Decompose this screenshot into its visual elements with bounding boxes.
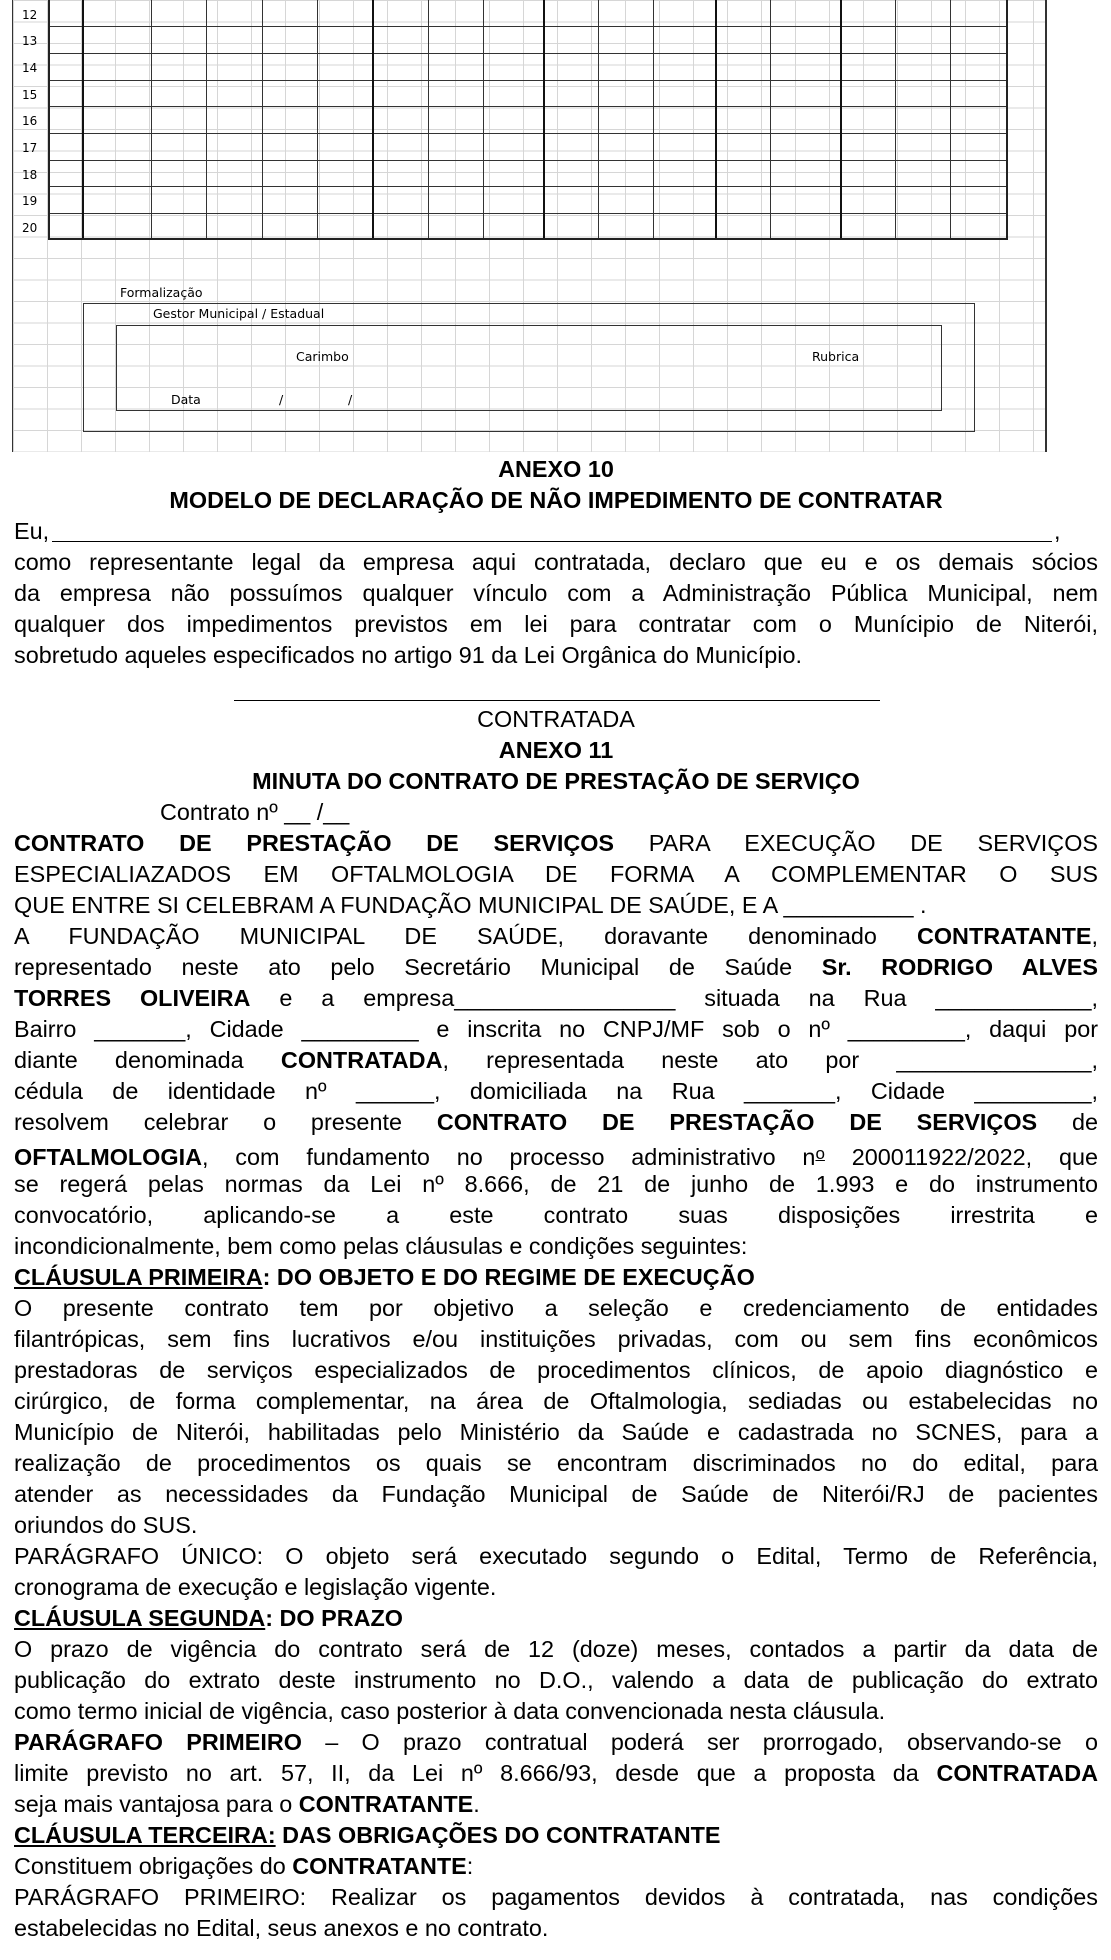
row-number: 19 bbox=[22, 194, 38, 208]
clause-1-line: Município de Niterói, habilitadas pelo Ministério da Saúde e cadastrada no SCNES, para a bbox=[14, 1419, 1098, 1445]
paragrafo-unico-line: cronograma de execução e legislação vigente. bbox=[14, 1574, 497, 1600]
anexo10-subtitle: MODELO DE DECLARAÇÃO DE NÃO IMPEDIMENTO DE CONTRATAR bbox=[169, 487, 943, 513]
declaration-line: como representante legal da empresa aqui contratada, declaro que eu e os demais sócios bbox=[14, 549, 1098, 575]
preamble-line: Bairro _______, Cidade _________ e inscrita no CNPJ/MF sob o nº _________, daqui por bbox=[14, 1016, 1098, 1042]
eu-label: Eu, bbox=[14, 518, 50, 544]
clause-3-line: PARÁGRAFO PRIMEIRO: Realizar os pagamentos devidos à contratada, nas condições bbox=[14, 1884, 1098, 1910]
gestor-label: Gestor Municipal / Estadual bbox=[153, 306, 325, 321]
anexo11-title: ANEXO 11 bbox=[498, 737, 614, 763]
declaration-name-line bbox=[14, 516, 1098, 547]
preamble-line: resolvem celebrar o presente CONTRATO DE PRESTAÇÃO DE SERVIÇOS de bbox=[14, 1109, 1098, 1135]
preamble-line: incondicionalmente, bem como pelas cláusulas e condições seguintes: bbox=[14, 1233, 748, 1259]
clause-2-heading: CLÁUSULA SEGUNDA: DO PRAZO bbox=[14, 1605, 403, 1631]
declaration-line: sobretudo aqueles especificados no artigo 91 da Lei Orgânica do Município. bbox=[14, 642, 802, 668]
contract-header-line: CONTRATO DE PRESTAÇÃO DE SERVIÇOS PARA EXECUÇÃO DE SERVIÇOS bbox=[14, 830, 1098, 856]
preamble-line: TORRES OLIVEIRA e a empresa_________________ situada na Rua ____________, bbox=[14, 985, 1098, 1011]
signature-box bbox=[116, 325, 942, 411]
clause-1-line: atender as necessidades da Fundação Municipal de Saúde de Niterói/RJ de pacientes bbox=[14, 1481, 1098, 1507]
data-label: Data bbox=[171, 392, 201, 407]
signature-line bbox=[234, 700, 880, 701]
preamble-line: representado neste ato pelo Secretário Municipal de Saúde Sr. RODRIGO ALVES bbox=[14, 954, 1098, 980]
name-blank bbox=[52, 541, 1052, 542]
signature-label: CONTRATADA bbox=[477, 706, 635, 732]
row-number: 18 bbox=[22, 168, 38, 182]
contract-header-line: QUE ENTRE SI CELEBRAM A FUNDAÇÃO MUNICIPAL DE SAÚDE, E A __________ . bbox=[14, 892, 927, 918]
preamble-line: A FUNDAÇÃO MUNICIPAL DE SAÚDE, doravante denominado CONTRATANTE, bbox=[14, 923, 1099, 949]
paragrafo-primeiro-line: limite previsto no art. 57, II, da Lei nº 8.666/93, desde que a proposta da CONTRATADA bbox=[14, 1760, 1098, 1786]
clause-2-line: O prazo de vigência do contrato será de 12 (doze) meses, contados a partir da data de bbox=[14, 1636, 1098, 1662]
clause-1-line: O presente contrato tem por objetivo a seleção e credenciamento de entidades bbox=[14, 1295, 1098, 1321]
clause-2-line: como termo inicial de vigência, caso posterior à data convencionada nesta cláusula. bbox=[14, 1698, 886, 1724]
preamble-line: convocatório, aplicando-se a este contrato suas disposições irrestrita e bbox=[14, 1202, 1098, 1228]
clause-1-heading: CLÁUSULA PRIMEIRA: DO OBJETO E DO REGIME DE EXECUÇÃO bbox=[14, 1264, 755, 1290]
clause-3-line: estabelecidas no Edital, seus anexos e no contrato. bbox=[14, 1915, 549, 1941]
spreadsheet-scan bbox=[12, 0, 1047, 452]
declaration-line: da empresa não possuímos qualquer vínculo com a Administração Pública Municipal, nem bbox=[14, 580, 1098, 606]
anexo11-subtitle: MINUTA DO CONTRATO DE PRESTAÇÃO DE SERVIÇO bbox=[252, 768, 860, 794]
data-grid-table bbox=[48, 0, 1008, 240]
paragrafo-primeiro-line: PARÁGRAFO PRIMEIRO – O prazo contratual poderá ser prorrogado, observando-se o bbox=[14, 1729, 1098, 1755]
preamble-line: cédula de identidade nº ______, domiciliada na Rua _______, Cidade _________, bbox=[14, 1078, 1098, 1104]
contract-header-line: ESPECIALIAZADOS EM OFTALMOLOGIA DE FORMA A COMPLEMENTAR O SUS bbox=[14, 861, 1098, 887]
date-separator: / bbox=[279, 392, 284, 407]
row-number: 16 bbox=[22, 114, 38, 128]
clause-1-line: realização de procedimentos os quais se encontram discriminados no do edital, para bbox=[14, 1450, 1098, 1476]
clause-2-line: publicação do extrato deste instrumento no D.O., valendo a data de publicação do extrato bbox=[14, 1667, 1098, 1693]
rubrica-label: Rubrica bbox=[812, 349, 860, 364]
row-number: 14 bbox=[22, 61, 38, 75]
row-number: 12 bbox=[22, 8, 38, 22]
row-number: 17 bbox=[22, 141, 38, 155]
declaration-line: qualquer dos impedimentos previstos em lei para contratar com o Munícipio de Niterói, bbox=[14, 611, 1098, 637]
carimbo-label: Carimbo bbox=[296, 349, 349, 364]
row-number: 13 bbox=[22, 34, 38, 48]
clause-1-line: prestadoras de serviços especializados de procedimentos clínicos, de apoio diagnóstico e bbox=[14, 1357, 1098, 1383]
row-number: 15 bbox=[22, 88, 38, 102]
clause-3-line: Constituem obrigações do CONTRATANTE: bbox=[14, 1853, 474, 1879]
clause-1-line: oriundos do SUS. bbox=[14, 1512, 198, 1538]
preamble-line: se regerá pelas normas da Lei nº 8.666, de 21 de junho de 1.993 e do instrumento bbox=[14, 1171, 1098, 1197]
anexo10-title: ANEXO 10 bbox=[498, 456, 614, 482]
clause-3-heading: CLÁUSULA TERCEIRA: DAS OBRIGAÇÕES DO CONTRATANTE bbox=[14, 1822, 721, 1848]
formalization-label: Formalização bbox=[120, 285, 203, 300]
paragrafo-unico-line: PARÁGRAFO ÚNICO: O objeto será executado segundo o Edital, Termo de Referência, bbox=[14, 1543, 1098, 1569]
preamble-line: OFTALMOLOGIA, com fundamento no processo administrativo $n^o$ 200011922/2022, que bbox=[14, 1144, 1098, 1170]
preamble-line: diante denominada CONTRATADA, representada neste ato por _______________, bbox=[14, 1047, 1099, 1073]
contract-number: Contrato nº __ /__ bbox=[160, 799, 350, 825]
clause-1-line: filantrópicas, sem fins lucrativos e/ou instituições privadas, com ou sem fins econômicos bbox=[14, 1326, 1098, 1352]
name-line-comma: , bbox=[1054, 518, 1061, 544]
paragrafo-primeiro-line: seja mais vantajosa para o CONTRATANTE. bbox=[14, 1791, 480, 1817]
date-separator: / bbox=[348, 392, 353, 407]
clause-1-line: cirúrgico, de forma complementar, na área de Oftalmologia, sediadas ou estabelecidas no bbox=[14, 1388, 1098, 1414]
row-number: 20 bbox=[22, 221, 38, 235]
